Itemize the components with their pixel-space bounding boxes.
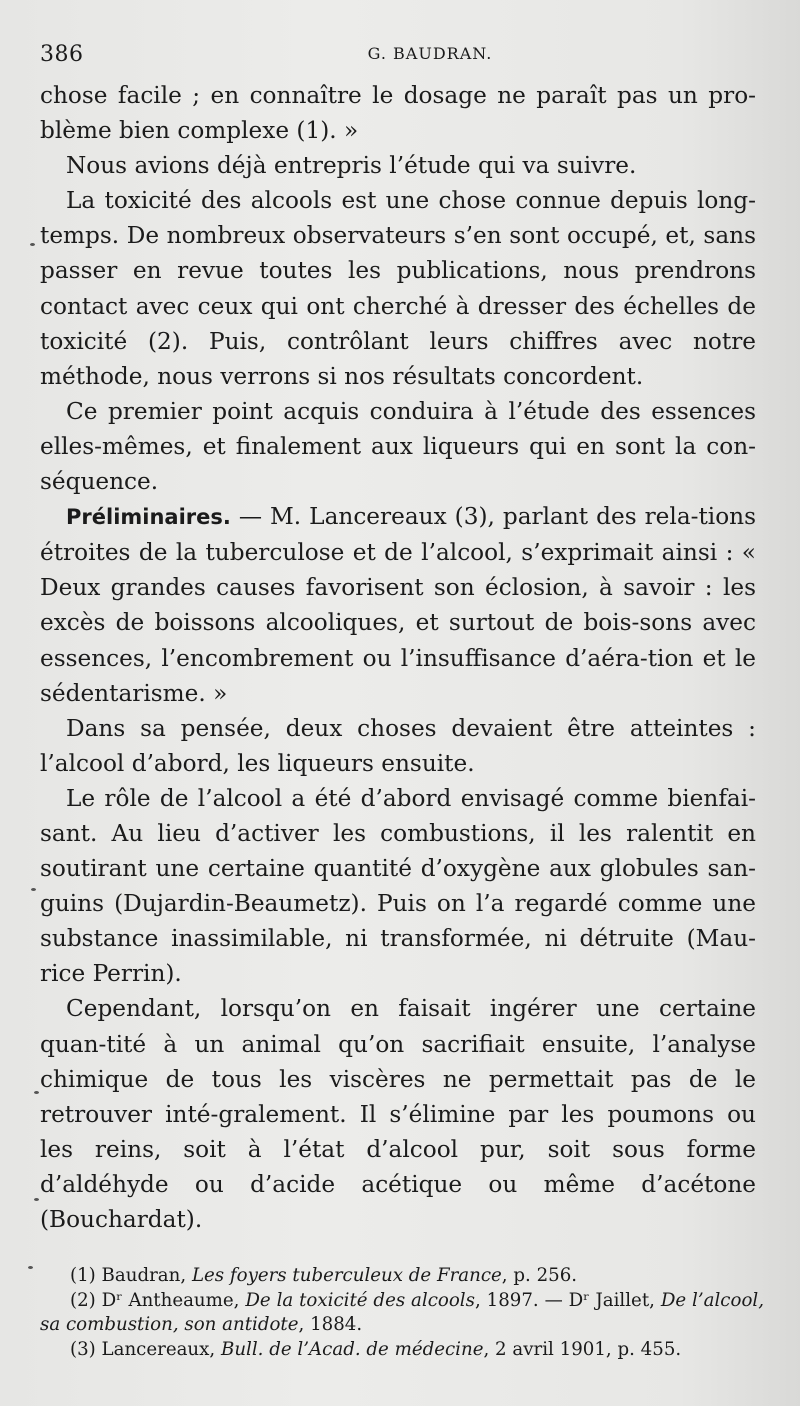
footnote-1-page: , p. 256. xyxy=(501,1265,578,1286)
footnote-2-title-2: De l’alcool, sa combustion, son antidote xyxy=(40,1289,764,1335)
footnotes xyxy=(40,1264,764,1362)
body-text xyxy=(40,78,756,1237)
print-speck xyxy=(34,1198,39,1201)
footnote-3-title: Bull. de l’Acad. de médecine xyxy=(220,1338,484,1360)
paragraph-3: La toxicité des alcools est une chose connue depuis long-temps. De nombreux observateurs s’en sont occupé, et, sans passer en revue toutes les publications, nous prendrons contact avec ceux qui ont cherché à dresser des échelles de toxicité (2). Puis, contrôlant leurs chiffres avec notre méthode, nous verrons si nos résultats concordent. xyxy=(40,187,756,390)
footnote-1-title: Les foyers tuberculeux de France xyxy=(191,1265,502,1286)
running-head: G. BAUDRAN. xyxy=(367,44,493,63)
print-speck xyxy=(34,1091,39,1094)
paragraph-2: Nous avions déjà entrepris l’étude qui va suivre. xyxy=(66,152,637,180)
footnote-1-ref: (1) Baudran, xyxy=(70,1265,192,1286)
paragraph-7: Le rôle de l’alcool a été d’abord envisagé comme bienfai-sant. Au lieu d’activer les combustions, il les ralentit en soutirant une certaine quantité d’oxygène aux globules san-guins (Dujardin-Beaumetz). Puis on l’a regardé comme une substance inassimilable, ni transformée, ni détruite (Mau-rice Perrin). xyxy=(40,784,756,988)
paragraph-5 xyxy=(40,499,756,711)
footnote-2-mid: , 1897. — Dʳ Jaillet, xyxy=(474,1289,661,1311)
paragraph-1: chose facile ; en connaître le dosage ne paraît pas un pro-blème bien complexe (1). » xyxy=(40,82,756,145)
paragraph-5-text: — M. Lancereaux (3), parlant des rela-tions étroites de la tuberculose et de l’alcool, s’exprimait ainsi : « Deux grandes causes favorisent son éclosion, à savoir : les excès de boissons alcooliques, et surtout de bois-sons avec essences, l’encombrement ou l’insuffisance d’aéra-tion et le sédentarisme. » xyxy=(40,503,756,707)
print-speck xyxy=(31,888,36,891)
footnote-1 xyxy=(40,1264,764,1289)
footnote-3 xyxy=(40,1338,764,1363)
footnote-2 xyxy=(40,1289,764,1338)
section-heading-preliminaires: Préliminaires. xyxy=(66,505,231,530)
footnote-3-date: , 2 avril 1901, p. 455. xyxy=(483,1338,682,1360)
footnote-3-ref: (3) Lancereaux, xyxy=(70,1338,221,1360)
print-speck xyxy=(28,1266,33,1269)
footnote-2-ref: (2) Dʳ Antheaume, xyxy=(70,1289,246,1311)
page-number: 386 xyxy=(40,42,84,67)
footnote-2-title-1: De la toxicité des alcools xyxy=(245,1289,475,1311)
paragraph-4: Ce premier point acquis conduira à l’étude des essences elles-mêmes, et finalement aux liqueurs qui en sont la con-séquence. xyxy=(40,397,756,496)
print-speck xyxy=(30,243,35,246)
footnote-2-year: , 1884. xyxy=(298,1314,363,1335)
page-header xyxy=(40,38,760,74)
paragraph-8: Cependant, lorsqu’on en faisait ingérer une certaine quan-tité à un animal qu’on sacrifiait ensuite, l’analyse chimique de tous les viscères ne permettait pas de le retrouver inté-gralement. Il s’élimine par les poumons ou les reins, soit à l’état d’alcool pur, soit sous forme d’aldéhyde ou d’acide acétique ou même d’acétone (Bouchardat). xyxy=(40,995,756,1233)
paragraph-6: Dans sa pensée, deux choses devaient être atteintes : l’alcool d’abord, les liqueurs ensuite. xyxy=(40,714,756,777)
